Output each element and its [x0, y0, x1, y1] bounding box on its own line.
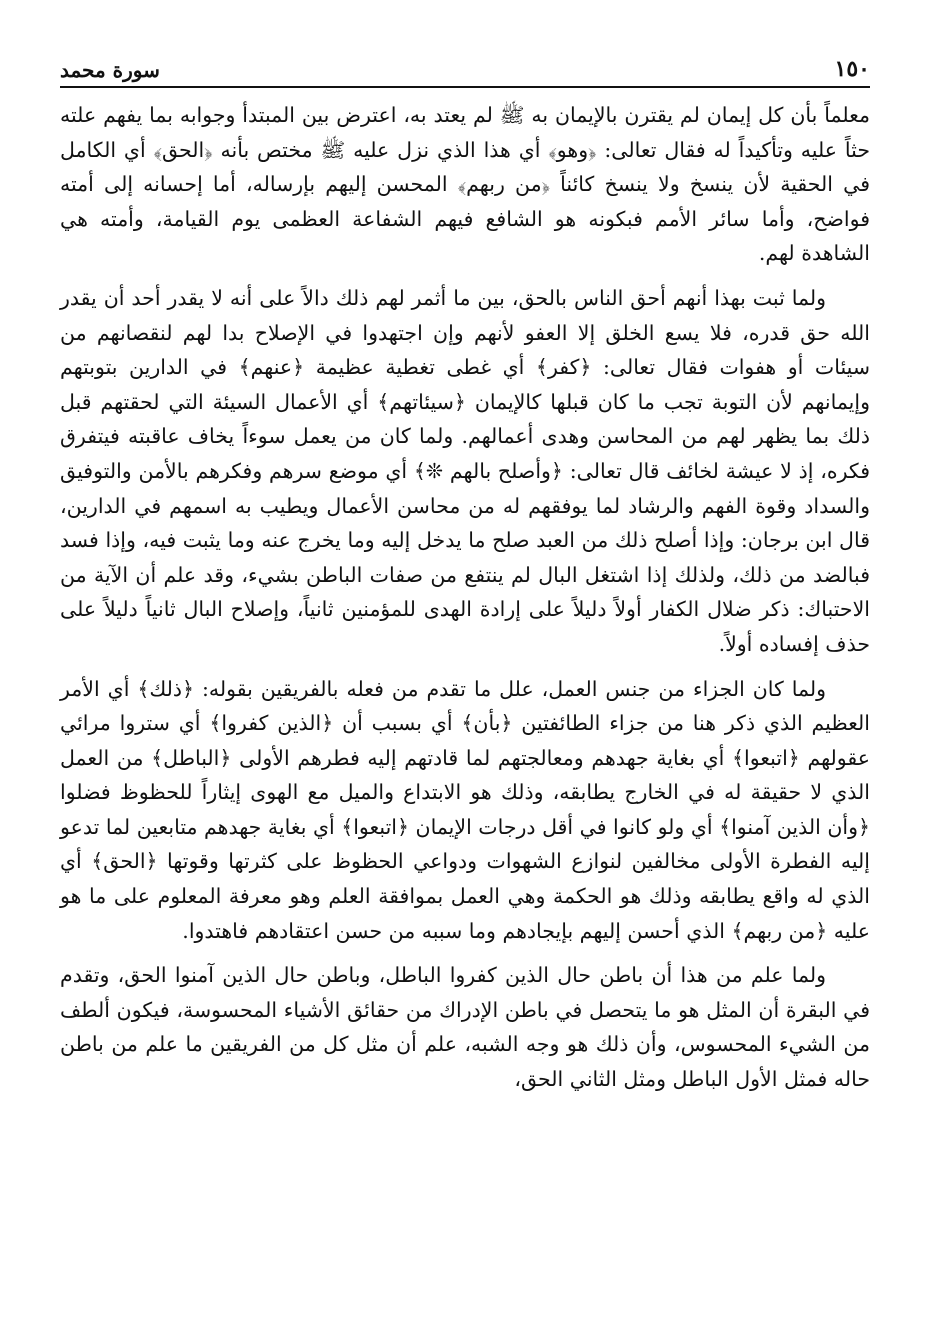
document-page	[60, 56, 870, 1107]
paragraph-4: ولما علم من هذا أن باطن حال الذين كفروا الباطل، وباطن حال الذين آمنوا الحق، وتقدم في البقرة أن المثل هو ما يتحصل في باطن الإدراك من حقائق الأشياء المحسوسة، فيكون ألطف من الشيء المحسوس، وأن ذلك هو وجه الشبه، علم أن مثل كل من الفريقين ما علم من باطن حاله فمثل الأول الباطل ومثل الثاني الحق،	[60, 963, 870, 1092]
paragraph-2: ولما ثبت بهذا أنهم أحق الناس بالحق، بين ما أثمر لهم ذلك دالاً على أنه لا يقدر أحد أن يقدر الله حق قدره، فلا يسع الخلق إلا العفو لأنهم وإن اجتهدوا في الإصلاح بدا لهم لنقصانهم من سيئات أو هفوات فقال تعالى: ﴿كفر﴾ أي غطى تغطية عظيمة ﴿عنهم﴾ في الدارين بتوبتهم وإيمانهم لأن التوبة تجب ما كان قبلها كالإيمان ﴿سيئاتهم﴾ أي الأعمال السيئة التي لحقتهم قبل ذلك بما يظهر لهم من المحاسن وهدى أعمالهم. ولما كان من يعمل سوءاً يخاف عاقبته فيتفرق فكره، إذ لا عيشة لخائف قال تعالى: ﴿وأصلح بالهم ❊﴾ أي موضع سرهم وفكرهم بالأمن والتوفيق والسداد وقوة الفهم والرشاد لما يوفقهم له من محاسن الأعمال ويطيب به اسمهم في الدارين، قال ابن برجان: وإذا أصلح ذلك من العبد صلح ما يدخل إليه وما يخرج عنه وما يثبت فيه، وإذا فسد فبالضد من ذلك، ولذلك إذا اشتغل البال لم ينتفع من صفات الباطن بشيء، وقد علم أن الآية من الاحتباك: ذكر ضلال الكفار أولاً دليلاً على إرادة الهدى للمؤمنين ثانياً، وإصلاح البال ثانياً دليلاً على حذف إفساده أولاً.	[60, 285, 870, 656]
page-number: ١٥٠	[834, 56, 870, 82]
paragraph-3: ولما كان الجزاء من جنس العمل، علل ما تقدم من فعله بالفريقين بقوله: ﴿ذلك﴾ أي الأمر العظيم الذي ذكر هنا من جزاء الطائفتين ﴿بأن﴾ أي بسبب أن ﴿الذين كفروا﴾ أي ستروا مرائي عقولهم ﴿اتبعوا﴾ أي بغاية جهدهم ومعالجتهم لما قادتهم إليه فطرهم الأولى ﴿الباطل﴾ من العمل الذي لا حقيقة له في الخارج يطابقه، وذلك هو الابتداع والميل مع الهوى إيثاراً للحظوظ فضلوا ﴿وأن الذين آمنوا﴾ أي ولو كانوا في أقل درجات الإيمان ﴿اتبعوا﴾ أي بغاية جهدهم متابعين لما تدعو إليه الفطرة الأولى مخالفين لنوازع الشهوات ودواعي الحظوظ على كثرتها وقوتها ﴿الحق﴾ أي الذي له واقع يطابقه وذلك هو الحكمة وهي العمل بموافقة العلم وهو معرفة المعلوم على ما هو عليه ﴿من ربهم﴾ الذي أحسن إليهم بإيجادهم وما سببه من حسن اعتقادهم فاهتدوا.	[60, 676, 870, 943]
surah-title: سورة محمد	[60, 58, 160, 82]
paragraph-1: معلماً بأن كل إيمان لم يقترن بالإيمان به ﷺ لم يعتد به، اعترض بين المبتدأ وجوابه بما يفهم علته حثاً عليه وتأكيداً له فقال تعالى: ﴿وهو﴾ أي هذا الذي نزل عليه ﷺ مختص بأنه ﴿الحق﴾ أي الكامل في الحقية لأن ينسخ ولا ينسخ كائناً ﴿من ربهم﴾ المحسن إليهم بإرساله، أما إحسانه إلى أمته فواضح، وأما سائر الأمم فبكونه هو الشافع فيهم الشفاعة العظمى يوم القيامة، وأمته هي الشاهدة لهم.	[60, 103, 870, 266]
running-header	[60, 56, 870, 88]
